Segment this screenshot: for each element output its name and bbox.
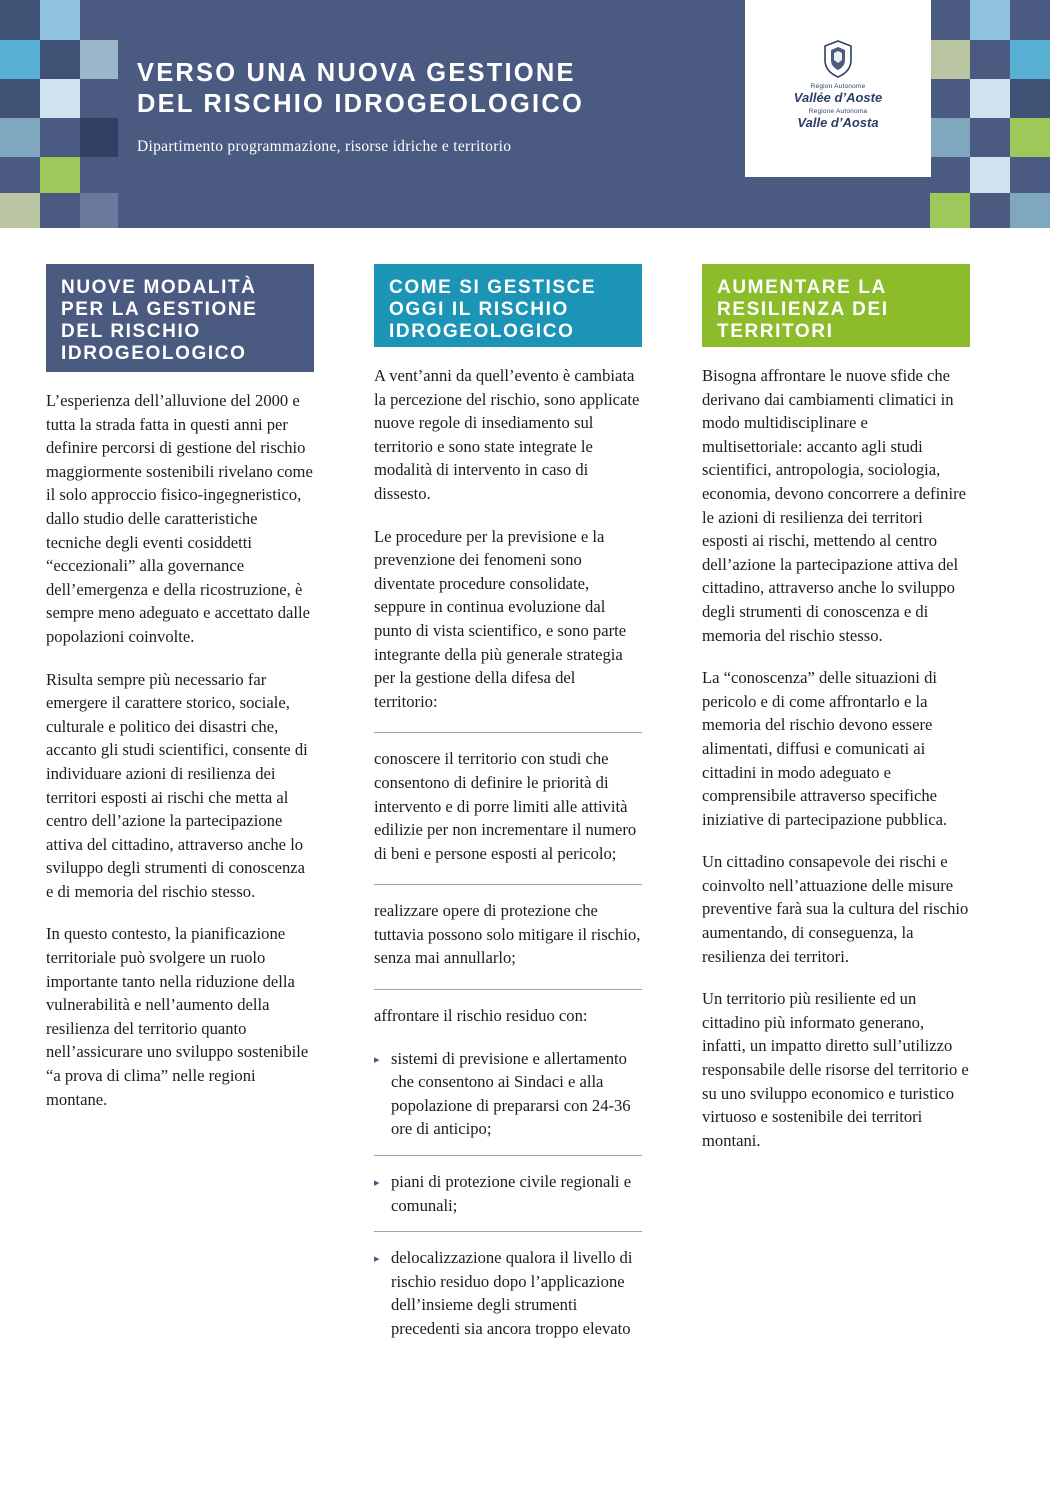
column-3-body: [702, 364, 970, 1152]
bullet-text: piani di protezione civile regionali e comunali;: [391, 1172, 632, 1215]
page-title-line1: VERSO UNA NUOVA GESTIONE: [137, 59, 576, 87]
page-title: [137, 58, 584, 120]
column-2-body: [374, 364, 642, 1341]
divider: [374, 1155, 642, 1156]
list-item: [374, 1047, 642, 1141]
column-nuove-modalita: [46, 264, 314, 1130]
column-3-heading: AUMENTARE LA RESILIENZA DEI TERRITORI: [702, 264, 970, 347]
bullet-text: sistemi di previsione e allertamento che consentono ai Sindaci e alla popolazione di prepararsi con 24-36 ore di anticipo;: [391, 1048, 631, 1139]
divider: [374, 1231, 642, 1232]
region-logo: [745, 0, 931, 177]
page-header: [0, 0, 1050, 228]
column-come-si-gestisce: [374, 264, 642, 1355]
triangle-bullet-icon: ▸: [374, 1177, 380, 1190]
paragraph: Le procedure per la previsione e la prevenzione dei fenomeni sono diventate procedure consolidate, seppure in continua evoluzione dal punto di vista scientifico, e sono parte integrante della più generale strategia per la gestione della difesa del territorio:: [374, 526, 627, 711]
list-item: conoscere il territorio con studi che consentono di definire le priorità di intervento e di porre limiti alle attività edilizie per non incrementare il numero di beni e persone esposti al pericolo;: [374, 749, 637, 863]
divider: [374, 732, 642, 733]
paragraph: Risulta sempre più necessario far emergere il carattere storico, sociale, culturale e politico dei disastri che, accanto gli studi scientifici, consente di individuare azioni di resilienza dei territori esposti ai rischi che metta al centro dell’azione la partecipazione attiva del cittadino, attraverso anche lo sviluppo degli strumenti di conoscenza e di memoria del rischio stesso.: [46, 669, 308, 901]
list-item: realizzare opere di protezione che tuttavia possono solo mitigare il rischio, senza mai annullarlo;: [374, 901, 641, 968]
list-item: affrontare il rischio residuo con:: [374, 1006, 588, 1026]
list-item: [374, 1170, 642, 1217]
logo-line-fr-region: Région Autonome: [810, 83, 866, 90]
column-1-body: [46, 389, 314, 1111]
paragraph: La “conoscenza” delle situazioni di pericolo e di come affrontarlo e la memoria del rischio devono essere alimentati, diffusi e comunicati ai cittadini in modo adeguato e comprensibile attraverso specifiche iniziative di partecipazione pubblica.: [702, 668, 948, 829]
column-2-heading: COME SI GESTISCE OGGI IL RISCHIO IDROGEOLOGICO: [374, 264, 642, 347]
paragraph: Un cittadino consapevole dei rischi e coinvolto nell’attuazione delle misure preventive farà sua la cultura del rischio aumentando, di conseguenza, la resilienza dei territori.: [702, 852, 969, 966]
paragraph: Bisogna affrontare le nuove sfide che derivano dai cambiamenti climatici in modo multidisciplinare e multisettoriale: accanto agli studi scientifici, antropologia, sociologia, economia, devono concorrere a definire le azioni di resilienza dei territori esposti ai rischi, mettendo al centro dell’azione la partecipazione attiva del cittadino, attraverso anche lo sviluppo degli strumenti di conoscenza e di memoria del rischio stesso.: [702, 366, 966, 645]
paragraph: Un territorio più resiliente ed un cittadino più informato generano, infatti, un impatto diretto sull’utilizzo responsabile delle risorse del territorio e su uno sviluppo economico e turistico virtuoso e sostenibile dei territori montani.: [702, 989, 969, 1150]
list-item: [374, 1246, 642, 1340]
page-subtitle: Dipartimento programmazione, risorse idriche e territorio: [137, 138, 512, 155]
divider: [374, 884, 642, 885]
triangle-bullet-icon: ▸: [374, 1253, 380, 1266]
logo-line-fr-name: Vallée d’Aoste: [793, 90, 883, 105]
coat-of-arms-icon: [823, 40, 853, 78]
divider: [374, 989, 642, 990]
paragraph: In questo contesto, la pianificazione territoriale può svolgere un ruolo importante tanto nella riduzione della vulnerabilità e nell’aumento della resilienza del territorio quanto nell’assicurare uno sviluppo sostenibile “a prova di clima” nelle regioni montane.: [46, 924, 309, 1109]
paragraph: L’esperienza dell’alluvione del 2000 e tutta la strada fatta in questi anni per definire percorsi di gestione del rischio maggiormente sostenibili rivelano come il solo approccio fisico-ingegneristico, dallo studio delle caratteristiche tecniche degli eventi cosiddetti “eccezionali” alla governance dell’emergenza e della ricostruzione, è sempre meno adeguato e accettato dalle popolazioni coinvolte.: [46, 391, 313, 646]
bullet-text: delocalizzazione qualora il livello di rischio residuo dopo l’applicazione dell’insieme degli strumenti precedenti sia ancora troppo elevato: [391, 1248, 633, 1338]
column-aumentare-resilienza: [702, 264, 970, 1171]
column-1-heading: NUOVE MODALITÀ PER LA GESTIONE DEL RISCHIO IDROGEOLOGICO: [46, 264, 314, 372]
logo-line-it-region: Regione Autonoma: [808, 108, 868, 115]
logo-line-it-name: Valle d’Aosta: [797, 115, 879, 130]
page-title-line2: DEL RISCHIO IDROGEOLOGICO: [137, 90, 584, 118]
paragraph: A vent’anni da quell’evento è cambiata la percezione del rischio, sono applicate nuove regole di insediamento sul territorio e sono state integrate le modalità di intervento in caso di dissesto.: [374, 366, 640, 503]
triangle-bullet-icon: ▸: [374, 1053, 380, 1066]
